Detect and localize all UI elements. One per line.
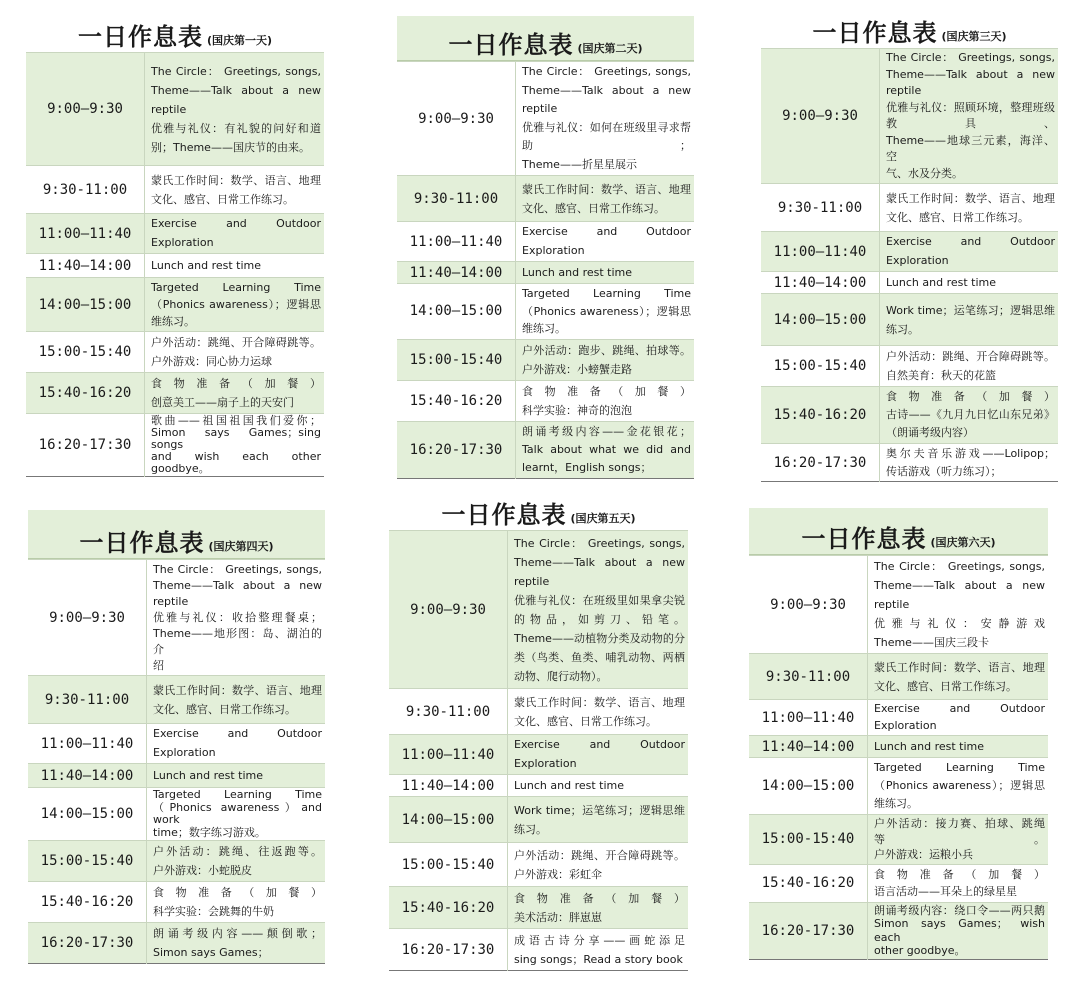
schedule-row — [749, 902, 1048, 959]
activity-line: 古诗——《九月九日忆山东兄弟》 — [886, 408, 1055, 421]
schedule-row — [397, 176, 694, 222]
activity-line: （朗诵考级内容） — [886, 426, 974, 439]
activity-line: 文化、感官、日常工作练习。 — [874, 679, 1017, 693]
activity-cell — [880, 184, 1059, 232]
time-slot: 15:00-15:40 — [749, 815, 868, 865]
time-slot: 15:00-15:40 — [761, 346, 880, 387]
time-slot: 15:00-15:40 — [28, 841, 147, 882]
schedule-row — [28, 882, 325, 923]
activity-line: 蒙氏工作时间：数学、语言、地理 — [151, 173, 321, 187]
schedule-row — [749, 700, 1048, 736]
activity-line: 优雅与礼仪：在班级里如果拿尖锐 — [514, 593, 685, 607]
title-main: 一日作息表 — [801, 525, 927, 553]
activity-cell — [147, 882, 326, 923]
activity-cell — [868, 864, 1049, 902]
activity-line: 美术活动：胖崽崽 — [514, 910, 602, 924]
time-slot: 9:30-11:00 — [28, 676, 147, 724]
activity-line: The Circle： Greetings, songs, — [874, 560, 1045, 573]
activity-line: Exercise and Outdoor — [522, 225, 691, 238]
schedule-table — [749, 555, 1048, 960]
activity-line: Theme——Talk about a new — [514, 555, 685, 569]
activity-line: 科学实验：会跳舞的牛奶 — [153, 905, 274, 918]
activity-line: 维练习。 — [151, 315, 195, 328]
schedule-row — [761, 184, 1058, 232]
activity-cell — [145, 278, 325, 332]
activity-line: Exploration — [514, 756, 577, 770]
activity-line: 成语古诗分享——画蛇添足 — [514, 933, 685, 947]
title-subtitle: (国庆第三天) — [941, 30, 1007, 43]
activity-cell — [880, 444, 1059, 482]
activity-line: Theme——国庆三段卡 — [874, 636, 989, 649]
schedule-row — [28, 560, 325, 676]
schedule-title — [26, 4, 324, 52]
activity-cell — [868, 700, 1049, 736]
activity-line: 别；Theme——国庆节的由来。 — [151, 140, 310, 154]
activity-line: 优雅与礼仪：安静游戏 — [874, 617, 1045, 630]
schedule-row — [389, 735, 688, 775]
activity-line: Targeted Learning Time — [522, 287, 691, 300]
activity-line: 户外活动：接力赛、拍球、跳绳 — [874, 817, 1045, 830]
schedule-row — [28, 923, 325, 964]
time-slot: 14:00—15:00 — [389, 797, 508, 843]
time-slot: 15:00-15:40 — [397, 339, 516, 380]
activity-cell — [508, 929, 689, 971]
time-slot: 16:20-17:30 — [397, 421, 516, 478]
activity-line: Theme——Talk about a new — [522, 83, 691, 97]
activity-line: 动物、爬行动物）。 — [514, 669, 608, 683]
activity-cell — [147, 676, 326, 724]
schedule-row — [389, 887, 688, 929]
activity-line: sing songs；Read a story book — [514, 952, 683, 966]
activity-line: 户外游戏：运粮小兵 — [874, 848, 973, 861]
time-slot: 15:40-16:20 — [389, 887, 508, 929]
activity-cell — [880, 387, 1059, 444]
schedule-row — [397, 62, 694, 176]
title-main: 一日作息表 — [79, 529, 205, 557]
activity-line: Theme——地形图：岛、湖泊的介 — [153, 626, 322, 656]
activity-cell — [147, 724, 326, 764]
activity-line: 练习。 — [886, 322, 919, 336]
time-slot: 14:00—15:00 — [761, 294, 880, 346]
activity-line: The Circle： Greetings, songs, — [153, 562, 322, 576]
time-slot: 11:40—14:00 — [26, 254, 145, 278]
activity-cell — [880, 346, 1059, 387]
activity-line: Exploration — [151, 235, 214, 249]
activity-cell — [516, 380, 695, 421]
schedule-title — [28, 510, 325, 559]
schedule-row — [761, 387, 1058, 444]
activity-line: Work time；运笔练习；逻辑思维 — [514, 803, 685, 817]
activity-line: Exercise and Outdoor — [153, 727, 322, 740]
schedule-day-3 — [761, 4, 1058, 482]
activity-cell — [880, 232, 1059, 272]
time-slot: 11:00—11:40 — [749, 700, 868, 736]
activity-cell — [868, 654, 1049, 700]
activity-line: The Circle： Greetings, songs, — [522, 65, 691, 78]
activity-cell — [508, 887, 689, 929]
activity-line: Theme——Talk about a new — [153, 578, 322, 592]
time-slot: 11:00—11:40 — [26, 214, 145, 254]
schedule-table — [26, 52, 324, 477]
activity-line: 维练习。 — [522, 322, 566, 335]
time-slot: 15:40-16:20 — [28, 882, 147, 923]
activity-line: 食物准备（加餐） — [153, 886, 322, 899]
title-main: 一日作息表 — [448, 31, 574, 59]
activity-line: 蒙氏工作时间：数学、语言、地理 — [522, 182, 691, 196]
activity-cell — [880, 294, 1059, 346]
time-slot: 9:30-11:00 — [397, 176, 516, 222]
time-slot: 11:00—11:40 — [389, 735, 508, 775]
activity-line: Targeted Learning Time — [151, 281, 321, 294]
activity-cell — [145, 332, 325, 373]
activity-line: Theme——Talk about a new — [874, 579, 1045, 592]
activity-line: 蒙氏工作时间：数学、语言、地理 — [886, 191, 1055, 205]
schedule-row — [749, 815, 1048, 865]
schedule-table — [28, 559, 325, 964]
schedule-table — [389, 530, 688, 971]
activity-line: 教具、 — [886, 117, 1055, 130]
schedule-row — [26, 278, 324, 332]
schedule-row — [749, 736, 1048, 758]
activity-cell — [516, 284, 695, 340]
activity-line: Exploration — [886, 253, 949, 267]
time-slot: 9:00—9:30 — [28, 560, 147, 676]
schedule-row — [397, 380, 694, 421]
time-slot: 9:30-11:00 — [389, 689, 508, 735]
schedule-day-2 — [397, 16, 694, 479]
schedule-title — [749, 508, 1048, 555]
time-slot: 9:00—9:30 — [397, 62, 516, 176]
time-slot: 11:40—14:00 — [389, 775, 508, 797]
activity-line: time；数字练习游戏。 — [153, 825, 266, 839]
activity-line: Work time；运笔练习；逻辑思维 — [886, 303, 1055, 317]
activity-line: 歌曲——祖国祖国我们爱你； — [151, 414, 321, 427]
title-subtitle: (国庆第六天) — [930, 536, 996, 549]
activity-line: Targeted Learning Time — [874, 761, 1045, 774]
activity-line: 食物准备（加餐） — [514, 891, 685, 905]
activity-line: Exploration — [874, 718, 937, 732]
activity-line: 科学实验：神奇的泡泡 — [522, 403, 632, 417]
schedule-row — [761, 346, 1058, 387]
activity-line: （Phonics awareness）；逻辑思 — [522, 304, 691, 318]
activity-cell — [868, 815, 1049, 865]
activity-cell — [508, 531, 689, 689]
activity-line: 优雅与礼仪：有礼貌的问好和道 — [151, 121, 321, 135]
activity-cell — [868, 556, 1049, 654]
activity-line: 蒙氏工作时间：数学、语言、地理 — [514, 695, 685, 709]
title-subtitle: (国庆第一天) — [206, 34, 273, 47]
activity-line: reptile — [514, 574, 550, 588]
time-slot: 11:40—14:00 — [761, 272, 880, 294]
schedule-row — [761, 49, 1058, 184]
time-slot: 11:00—11:40 — [397, 222, 516, 262]
activity-line: 语言活动——耳朵上的绿星星 — [874, 885, 1017, 898]
time-slot: 16:20-17:30 — [28, 923, 147, 964]
activity-line: 文化、感官、日常工作练习。 — [522, 201, 665, 215]
time-slot: 11:40—14:00 — [397, 262, 516, 284]
activity-cell — [516, 339, 695, 380]
activity-line: 食物准备（加餐） — [874, 867, 1045, 881]
activity-cell — [868, 902, 1049, 959]
schedule-title — [397, 16, 694, 61]
title-main: 一日作息表 — [812, 19, 938, 47]
title-main: 一日作息表 — [441, 501, 567, 529]
schedule-row — [397, 262, 694, 284]
activity-cell — [145, 166, 325, 214]
activity-cell — [508, 797, 689, 843]
activity-line: 食物准备（加餐） — [886, 390, 1055, 403]
activity-cell — [516, 262, 695, 284]
activity-line: 文化、感官、日常工作练习。 — [151, 192, 294, 206]
schedule-row — [26, 166, 324, 214]
activity-line: 绍 — [153, 658, 164, 672]
schedule-row — [26, 254, 324, 278]
activity-line: 户外活动：跳绳、往返跑等。 — [153, 845, 322, 858]
activity-line: 创意美工——扇子上的天安门 — [151, 396, 294, 409]
activity-line: Simon says Games； — [153, 946, 269, 959]
activity-line: 优雅与礼仪：收拾整理餐桌； — [153, 610, 322, 624]
activity-line: 气、水及分类。 — [886, 166, 963, 180]
activity-cell — [508, 775, 689, 797]
activity-cell — [516, 62, 695, 176]
title-subtitle: (国庆第四天) — [208, 540, 274, 553]
schedule-day-1 — [26, 4, 324, 477]
activity-line: 维练习。 — [874, 797, 918, 810]
activity-line: reptile — [886, 84, 922, 97]
activity-cell — [516, 222, 695, 262]
activity-line: （Phonics awareness）；逻辑思 — [874, 779, 1045, 792]
activity-line: Exercise and Outdoor — [886, 235, 1055, 248]
activity-line: Theme——Talk about a new — [886, 67, 1055, 81]
activity-line: 户外游戏：小蛇脱皮 — [153, 864, 252, 877]
activity-line: The Circle： Greetings, songs, — [514, 536, 685, 550]
time-slot: 15:40-16:20 — [749, 864, 868, 902]
schedule-row — [389, 689, 688, 735]
activity-line: （Phonics awareness）；逻辑思 — [151, 298, 321, 311]
activity-line: 的物品，如剪刀、铅笔。 — [514, 612, 685, 626]
activity-line: 朗诵考级内容——金花银花； — [522, 424, 691, 438]
schedule-day-4 — [28, 510, 325, 964]
time-slot: 9:00—9:30 — [389, 531, 508, 689]
activity-line: Theme——折星星展示 — [522, 157, 637, 171]
schedule-row — [749, 758, 1048, 815]
activity-line: 优雅与礼仪：如何在班级里寻求帮 — [522, 120, 691, 134]
activity-cell — [508, 735, 689, 775]
time-slot: 15:00-15:40 — [26, 332, 145, 373]
activity-line: Theme——Talk about a new — [151, 83, 321, 97]
activity-line: The Circle： Greetings, songs, — [151, 64, 321, 78]
time-slot: 15:40-16:20 — [761, 387, 880, 444]
schedule-row — [749, 654, 1048, 700]
schedule-table — [761, 48, 1058, 482]
schedule-row — [26, 214, 324, 254]
activity-line: Exercise and Outdoor — [514, 738, 685, 751]
activity-line: Exploration — [153, 745, 216, 759]
activity-cell — [147, 764, 326, 788]
schedule-row — [761, 272, 1058, 294]
time-slot: 11:00—11:40 — [761, 232, 880, 272]
activity-line: Lunch and rest time — [886, 276, 997, 289]
activity-line: 自然美育：秋天的花篮 — [886, 369, 996, 382]
activity-cell — [880, 272, 1059, 294]
activity-line: Exploration — [522, 243, 585, 257]
time-slot: 16:20-17:30 — [749, 902, 868, 959]
activity-line: 户外活动：跳绳、开合障碍跳等。 — [151, 336, 321, 349]
activity-line: learnt，English songs； — [522, 460, 652, 474]
activity-line: Lunch and rest time — [522, 266, 633, 279]
activity-line: 朗诵考级内容：绕口令——两只鹅 — [874, 903, 1045, 917]
schedule-row — [397, 421, 694, 478]
time-slot: 15:00-15:40 — [389, 843, 508, 887]
time-slot: 11:00—11:40 — [28, 724, 147, 764]
time-slot: 16:20-17:30 — [26, 414, 145, 477]
schedule-title — [761, 4, 1058, 48]
activity-line: 奥尔夫音乐游戏——Lolipop； — [886, 447, 1055, 460]
time-slot: 11:40—14:00 — [749, 736, 868, 758]
activity-line: Lunch and rest time — [151, 259, 262, 272]
activity-line: reptile — [874, 598, 910, 611]
time-slot: 14:00—15:00 — [28, 788, 147, 841]
schedule-day-5 — [389, 484, 688, 971]
activity-line: 户外游戏：同心协力运球 — [151, 355, 272, 368]
schedule-row — [749, 864, 1048, 902]
activity-line: Talk about what we did and — [522, 442, 691, 456]
activity-line: Exercise and Outdoor — [151, 217, 321, 230]
time-slot: 15:40-16:20 — [397, 380, 516, 421]
activity-line: Targeted Learning Time — [153, 788, 322, 801]
activity-line: Simon says Games； wish each — [874, 917, 1045, 944]
activity-cell — [145, 214, 325, 254]
schedule-row — [28, 841, 325, 882]
activity-cell — [868, 758, 1049, 815]
activity-line: other goodbye。 — [874, 944, 966, 957]
time-slot: 9:30-11:00 — [749, 654, 868, 700]
activity-line: 助； — [522, 139, 691, 152]
activity-line: 户外活动：跑步、跳绳、拍球等。 — [522, 343, 691, 357]
activity-line: 文化、感官、日常工作练习。 — [153, 702, 296, 716]
schedule-row — [26, 332, 324, 373]
activity-cell — [145, 373, 325, 414]
activity-line: 蒙氏工作时间：数学、语言、地理 — [153, 683, 322, 697]
schedule-row — [749, 556, 1048, 654]
activity-line: 练习。 — [514, 822, 547, 836]
time-slot: 14:00—15:00 — [749, 758, 868, 815]
time-slot: 9:00—9:30 — [749, 556, 868, 654]
activity-line: reptile — [522, 102, 558, 115]
time-slot: 16:20-17:30 — [389, 929, 508, 971]
activity-cell — [508, 689, 689, 735]
schedule-row — [26, 373, 324, 414]
activity-cell — [147, 788, 326, 841]
schedule-row — [26, 53, 324, 166]
title-main: 一日作息表 — [77, 23, 203, 51]
schedule-row — [28, 764, 325, 788]
activity-line: 户外活动：跳绳、开合障碍跳等。 — [886, 350, 1055, 363]
activity-cell — [880, 49, 1059, 184]
activity-line: 蒙氏工作时间：数学、语言、地理 — [874, 660, 1045, 674]
time-slot: 14:00—15:00 — [26, 278, 145, 332]
schedule-row — [389, 843, 688, 887]
activity-cell — [516, 176, 695, 222]
activity-line: 户外活动：跳绳、开合障碍跳等。 — [514, 848, 685, 862]
schedule-row — [397, 284, 694, 340]
activity-line: Lunch and rest time — [874, 740, 985, 753]
activity-line: Exercise and Outdoor — [874, 702, 1045, 715]
activity-line: 等。 — [874, 832, 1045, 846]
title-subtitle: (国庆第五天) — [570, 512, 636, 525]
time-slot: 14:00—15:00 — [397, 284, 516, 340]
activity-line: The Circle： Greetings, songs, — [886, 51, 1055, 64]
activity-line: 朗诵考级内容——颠倒歌； — [153, 927, 322, 940]
activity-line: 类（鸟类、鱼类、哺乳动物、两栖 — [514, 650, 685, 664]
activity-line: 文化、感官、日常工作练习。 — [886, 210, 1029, 224]
activity-line: 食物准备（加餐） — [151, 377, 321, 390]
activity-line: 户外游戏：彩虹伞 — [514, 867, 602, 881]
schedule-row — [26, 414, 324, 477]
activity-line: 优雅与礼仪：照顾环境，整理班级 — [886, 100, 1055, 114]
schedule-row — [397, 222, 694, 262]
activity-line: 食物准备（加餐） — [522, 384, 691, 398]
activity-line: Theme——地球三元素，海洋、空 — [886, 133, 1055, 163]
schedule-row — [761, 444, 1058, 482]
activity-cell — [147, 560, 326, 676]
activity-cell — [868, 736, 1049, 758]
schedule-row — [389, 797, 688, 843]
activity-cell — [145, 53, 325, 166]
schedule-row — [397, 339, 694, 380]
schedule-row — [389, 929, 688, 971]
title-subtitle: (国庆第二天) — [577, 42, 643, 55]
schedule-row — [28, 788, 325, 841]
activity-line: （Phonics awareness）and work — [153, 800, 322, 826]
time-slot: 16:20-17:30 — [761, 444, 880, 482]
activity-cell — [508, 843, 689, 887]
schedule-title — [389, 484, 688, 530]
activity-cell — [147, 923, 326, 964]
activity-line: reptile — [153, 594, 189, 608]
time-slot: 9:00—9:30 — [26, 53, 145, 166]
activity-line: Theme——动植物分类及动物的分 — [514, 631, 685, 645]
activity-line: and wish each other goodbye。 — [151, 450, 321, 475]
activity-line: 户外游戏：小螃蟹走路 — [522, 362, 632, 376]
activity-line: Simon says Games；sing songs — [151, 426, 321, 451]
time-slot: 9:30-11:00 — [26, 166, 145, 214]
schedule-row — [28, 676, 325, 724]
schedule-row — [28, 724, 325, 764]
time-slot: 15:40-16:20 — [26, 373, 145, 414]
schedule-row — [761, 232, 1058, 272]
time-slot: 9:30-11:00 — [761, 184, 880, 232]
schedule-row — [389, 775, 688, 797]
time-slot: 9:00—9:30 — [761, 49, 880, 184]
activity-line: Lunch and rest time — [514, 779, 625, 792]
activity-line: 传话游戏（听力练习）； — [886, 464, 1002, 478]
activity-cell — [145, 414, 325, 477]
activity-line: Lunch and rest time — [153, 769, 264, 782]
schedule-day-6 — [749, 508, 1048, 960]
activity-line: 文化、感官、日常工作练习。 — [514, 714, 657, 728]
schedule-row — [761, 294, 1058, 346]
activity-cell — [145, 254, 325, 278]
schedule-table — [397, 61, 694, 479]
schedule-row — [389, 531, 688, 689]
activity-cell — [516, 421, 695, 478]
activity-cell — [147, 841, 326, 882]
activity-line: reptile — [151, 102, 187, 116]
time-slot: 11:40—14:00 — [28, 764, 147, 788]
